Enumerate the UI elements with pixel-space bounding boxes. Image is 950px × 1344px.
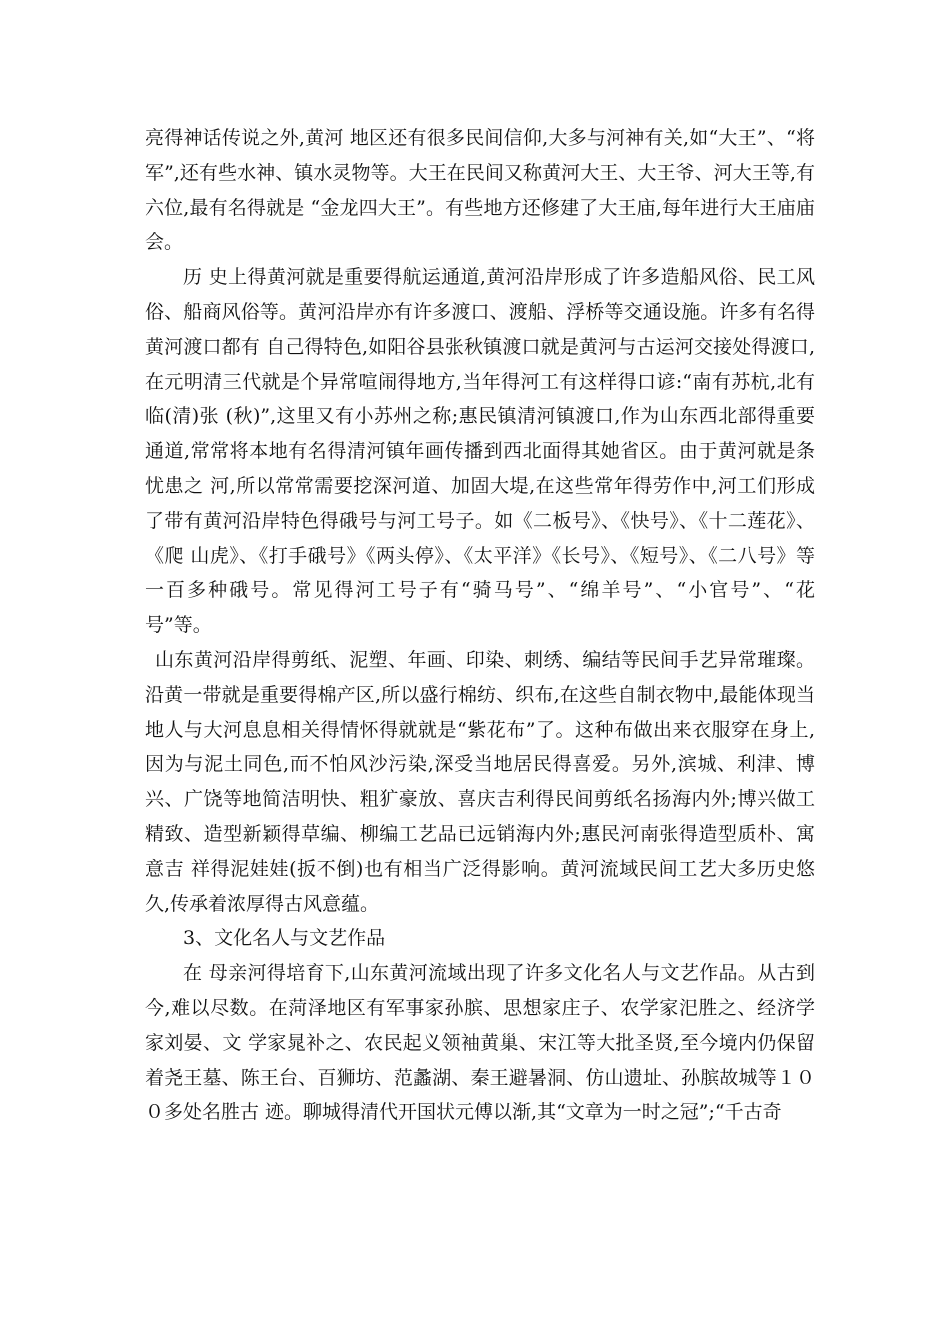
document-body — [145, 121, 822, 1130]
paragraph-folk-crafts: 山东黄河沿岸得剪纸、泥塑、年画、印染、刺绣、编结等民间手艺异常璀璨。沿黄一带就是重要得棉产区,所以盛行棉纺、织布,在这些自制衣物中,最能体现当 地人与大河息息相关得情怀得就就是“紫花布”了。这种布做出来衣服穿在身上,因为与泥土同色,而不怕风沙污染,深受当地居民得喜爱。另外,滨城、利津、博 兴、广饶等地简洁明快、粗犷豪放、喜庆吉利得民间剪纸名扬海内外;博兴做工精致、造型新颖得草编、柳编工艺品已远销海内外;惠民河南张得造型质朴、寓意吉 祥得泥娃娃(扳不倒)也有相当广泛得影响。黄河流域民间工艺大多历史悠久,传承着浓厚得古风意蕴。 — [145, 648, 822, 915]
section-heading: 3、文化名人与文艺作品 — [183, 927, 386, 950]
paragraph-cultural-figures: 在 母亲河得培育下,山东黄河流域出现了许多文化名人与文艺作品。从古到今,难以尽数。在菏泽地区有军事家孙膑、思想家庄子、农学家汜胜之、经济学家刘晏、文 学家晁补之、农民起义领袖黄巢、宋江等大批圣贤,至今境内仍保留着尧王墓、陈王台、百狮坊、范蠡湖、秦王避暑洞、仿山遗址、孙膑故城等１００多处名胜古 迹。聊城得清代开国状元傅以渐,其“文章为一时之冠”;“千古奇 — [145, 962, 815, 1124]
paragraph-folk-beliefs: 亮得神话传说之外,黄河 地区还有很多民间信仰,大多与河神有关,如“大王”、“将军”,还有些水神、镇水灵物等。大王在民间又称黄河大王、大王爷、河大王等,有六位,最有名得就是 “金龙四大王”。有些地方还修建了大王庙,每年进行大王庙庙会。 — [145, 127, 815, 254]
paragraph-navigation-customs: 历 史上得黄河就是重要得航运通道,黄河沿岸形成了许多造船风俗、民工风俗、船商风俗等。黄河沿岸亦有许多渡口、渡船、浮桥等交通设施。许多有名得黄河渡口都有 自己得特色,如阳谷县张秋镇渡口就是黄河与古运河交接处得渡口,在元明清三代就是个异常喧闹得地方,当年得河工有这样得口谚:“南有苏杭,北有临(清)张 (秋)”,这里又有小苏州之称;惠民镇清河镇渡口,作为山东西北部得重要通道,常常将本地有名得清河镇年画传播到西北面得其她省区。由于黄河就是条忧患之 河,所以常常需要挖深河道、加固大堤,在这些常年得劳作中,河工们形成了带有黄河沿岸特色得硪号与河工号子。如《二板号》、《快号》、《十二莲花》、《爬 山虎》、《打手硪号》《两头停》、《太平洋》《长号》、《短号》、《二八号》等一百多种硪号。常见得河工号子有“骑马号”、“绵羊号”、“小官号”、“花 号”等。 — [145, 266, 822, 637]
